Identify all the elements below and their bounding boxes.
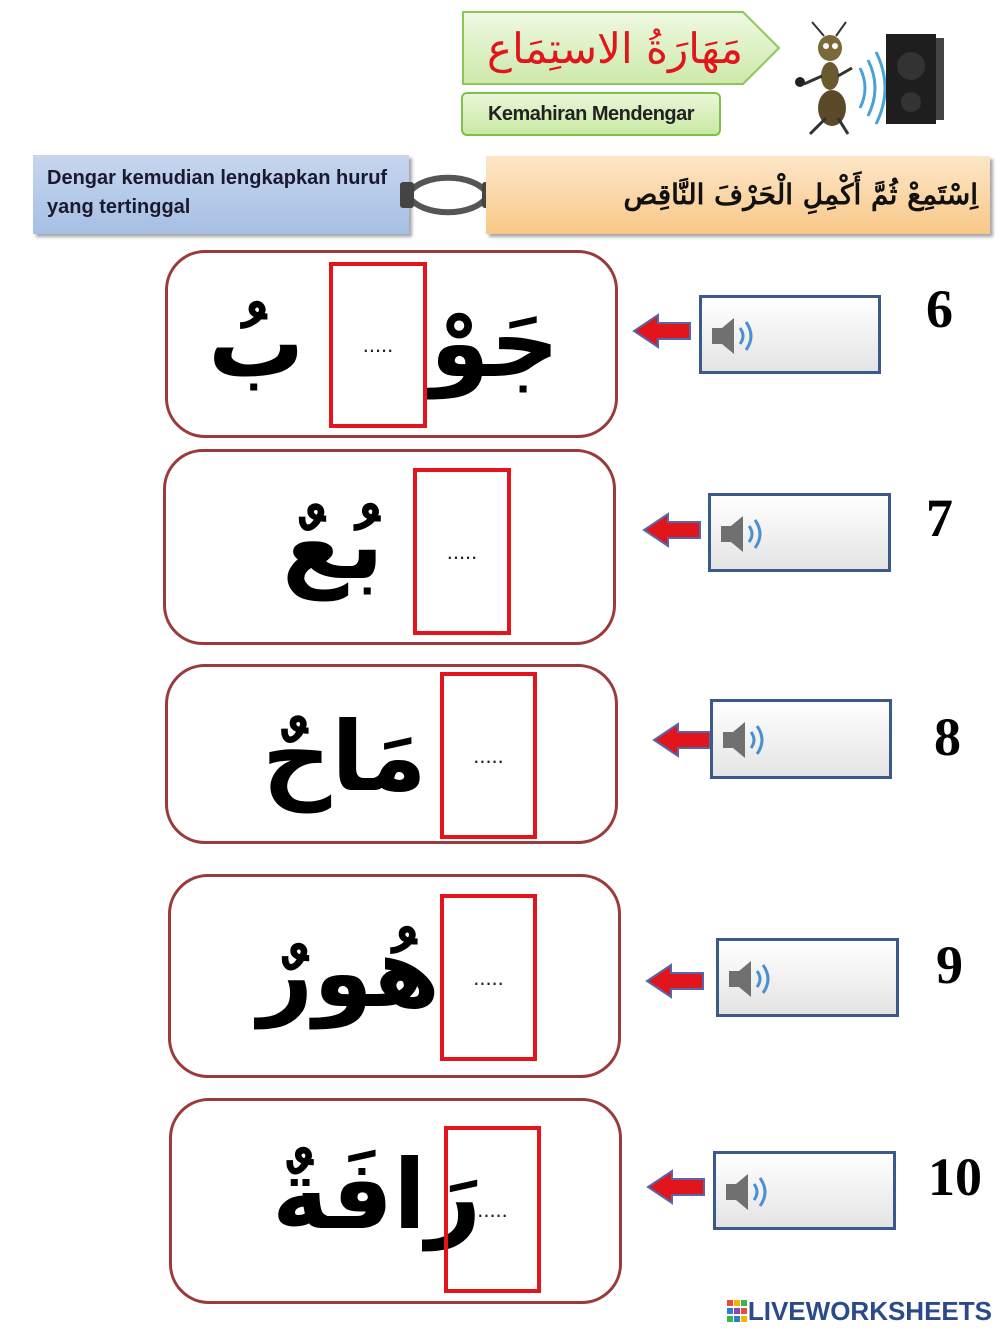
speaker-icon — [721, 720, 769, 760]
question-number: 10 — [928, 1147, 982, 1207]
footer-brand — [726, 1296, 992, 1326]
word-fragment-left: مَاحٌ — [262, 701, 427, 813]
question-number: 6 — [926, 279, 953, 339]
instruction-malay-text: Dengar kemudian lengkapkan huruf yang tertinggal — [47, 167, 388, 218]
answer-slot[interactable]: ..... — [440, 894, 537, 1061]
speaker-icon — [727, 959, 775, 999]
left-arrow-icon — [646, 1169, 706, 1205]
speaker-icon — [719, 514, 767, 554]
ant-mascot-icon — [790, 18, 950, 136]
question-number: 7 — [926, 488, 953, 548]
answer-slot[interactable]: ..... — [329, 262, 427, 428]
answer-slot[interactable]: ..... — [440, 672, 537, 839]
audio-play-button[interactable] — [713, 1151, 896, 1230]
audio-play-button[interactable] — [716, 938, 899, 1017]
liveworksheets-logo-icon — [726, 1298, 748, 1324]
left-arrow-icon — [652, 722, 712, 758]
question-card-7 — [163, 449, 616, 645]
left-arrow-icon — [632, 313, 692, 349]
audio-play-button[interactable] — [699, 295, 881, 374]
audio-play-button[interactable] — [710, 699, 892, 779]
page-subtitle: Kemahiran Mendengar — [487, 103, 695, 125]
left-arrow-icon — [642, 512, 702, 548]
link-connector-icon — [400, 170, 496, 220]
speaker-icon — [724, 1172, 772, 1212]
instruction-malay — [33, 155, 409, 234]
word-fragment-right: جَوْ — [430, 287, 560, 399]
question-number: 9 — [936, 935, 963, 995]
word-fragment-left: بُعٌ — [282, 489, 384, 601]
word-fragment-left: رَافَةٌ — [272, 1139, 482, 1251]
question-number: 8 — [934, 707, 961, 767]
answer-slot[interactable]: ..... — [413, 468, 511, 635]
left-arrow-icon — [645, 963, 705, 999]
audio-play-button[interactable] — [708, 493, 891, 572]
speaker-icon — [710, 316, 758, 356]
instruction-arabic: اِسْتَمِعْ ثُمَّ أَكْمِلِ الْحَرْفَ النَّاقِص — [623, 178, 978, 211]
word-fragment-left: هُورٌ — [258, 917, 441, 1029]
page-title: مَهَارَةُ الاستِمَاع — [487, 24, 743, 73]
word-fragment-left: بُ — [208, 287, 305, 399]
footer-brand-text: LIVEWORKSHEETS — [747, 1295, 992, 1326]
answer-slot[interactable]: ..... — [444, 1126, 541, 1293]
